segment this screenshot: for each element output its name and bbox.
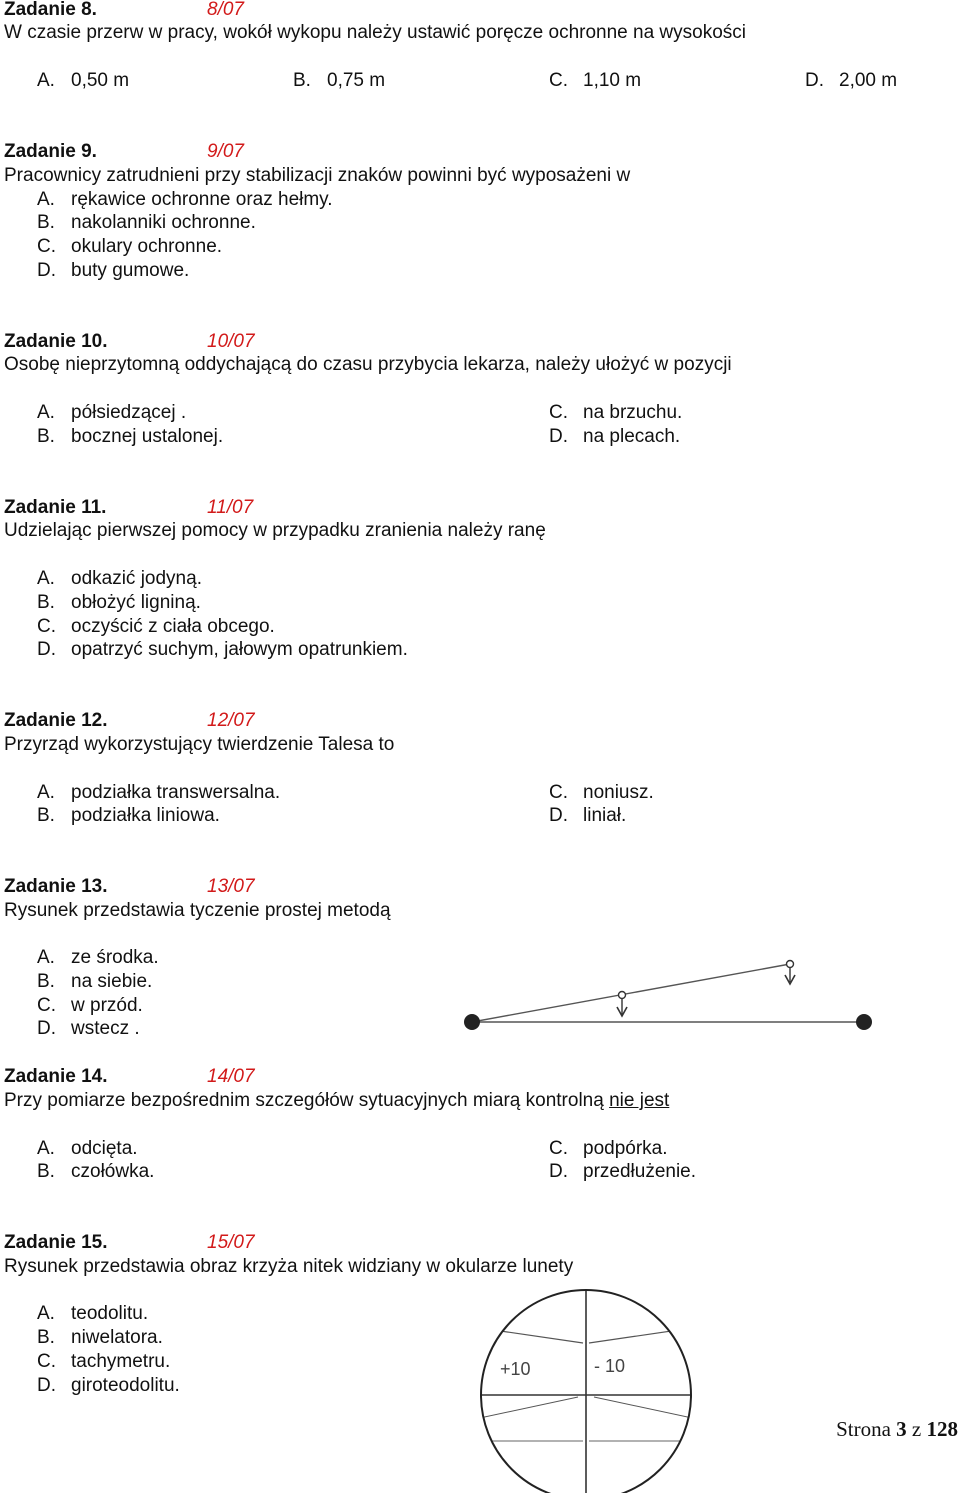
task-15-option-a-letter: A. [37,1303,55,1324]
task-12-option-d: liniał. [583,805,627,826]
task-8-option-b: 0,75 m [327,70,386,91]
task-8-option-d-letter: D. [805,70,824,91]
task-11-option-c-letter: C. [37,616,56,637]
task-12-option-b: podziałka liniowa. [71,805,220,826]
left-point-marker [464,1014,480,1030]
task-10-option-b-letter: B. [37,426,55,447]
task-9-option-b-letter: B. [37,212,55,233]
task-8-option-b-letter: B. [293,70,311,91]
task-14-option-a-letter: A. [37,1138,55,1159]
task-13-option-a-letter: A. [37,947,55,968]
task-13-option-d: wstecz . [71,1018,140,1039]
task-13-option-a: ze środka. [71,947,159,968]
task-15-option-b-letter: B. [37,1327,55,1348]
task-13-title: Zadanie 13. [4,876,108,897]
task-14-code: 14/07 [207,1066,255,1087]
task-9-option-c-letter: C. [37,236,56,257]
task-12-option-a: podziałka transwersalna. [71,782,281,803]
footer-page-number: 3 [896,1417,907,1441]
task-12-option-c-letter: C. [549,782,568,803]
task-15-option-a: teodolitu. [71,1303,149,1324]
task-8-title: Zadanie 8. [4,0,97,20]
task-9-question: Pracownicy zatrudnieni przy stabilizacji znaków powinni być wyposażeni w [4,165,631,186]
task-15-option-d: giroteodolitu. [71,1375,180,1396]
task-12-code: 12/07 [207,710,255,731]
task-13-option-b: na siebie. [71,971,153,992]
task-15-option-b: niwelatora. [71,1327,163,1348]
task-10-option-a-letter: A. [37,402,55,423]
task-8-option-c-letter: C. [549,70,568,91]
task-11-option-c: oczyścić z ciała obcego. [71,616,275,637]
task-10-title: Zadanie 10. [4,331,108,352]
task-12-title: Zadanie 12. [4,710,108,731]
task-14-option-d: przedłużenie. [583,1161,697,1182]
task-8-option-c: 1,10 m [583,70,642,91]
task-15-option-c: tachymetru. [71,1351,171,1372]
task-12-option-c: noniusz. [583,782,654,803]
task-9-code: 9/07 [207,141,244,162]
task-10-option-b: bocznej ustalonej. [71,426,224,447]
task-14-option-d-letter: D. [549,1161,568,1182]
task-8-option-d: 2,00 m [839,70,898,91]
task-15-option-c-letter: C. [37,1351,56,1372]
task-10-question: Osobę nieprzytomną oddychającą do czasu przybycia lekarza, należy ułożyć w pozycji [4,354,732,375]
task-11-question: Udzielając pierwszej pomocy w przypadku zranienia należy ranę [4,520,546,541]
task-11-option-a: odkazić jodyną. [71,568,202,589]
task-8-question: W czasie przerw w pracy, wokół wykopu należy ustawić poręcze ochronne na wysokości [4,22,747,43]
task-11-option-d-letter: D. [37,639,56,660]
task-10-option-d-letter: D. [549,426,568,447]
task-8-option-a-letter: A. [37,70,55,91]
task-13-option-b-letter: B. [37,971,55,992]
task-13-option-c-letter: C. [37,995,56,1016]
task-14-question-text: Przy pomiarze bezpośrednim szczegółów sytuacyjnych miarą kontrolną [4,1090,604,1111]
right-point-marker [856,1014,872,1030]
task-8-code: 8/07 [207,0,244,20]
task-12-option-b-letter: B. [37,805,55,826]
reticle-figure [470,1283,700,1493]
task-8-option-a: 0,50 m [71,70,130,91]
task-9-option-d: buty gumowe. [71,260,190,281]
task-14-title: Zadanie 14. [4,1066,108,1087]
task-10-option-d: na plecach. [583,426,681,447]
task-9-option-c: okulary ochronne. [71,236,223,257]
footer-prefix: Strona [836,1417,891,1441]
task-12-option-a-letter: A. [37,782,55,803]
task-14-question [4,1090,669,1112]
task-11-option-b-letter: B. [37,592,55,613]
task-11-option-d: opatrzyć suchym, jałowym opatrunkiem. [71,639,408,660]
task-11-code: 11/07 [207,497,254,518]
reticle-label-right: - 10 [594,1356,626,1376]
reticle-label-left: +10 [500,1359,531,1379]
task-14-option-b-letter: B. [37,1161,55,1182]
task-11-title: Zadanie 11. [4,497,107,518]
line-staking-figure [450,945,910,1065]
task-9-title: Zadanie 9. [4,141,97,162]
task-13-code: 13/07 [207,876,255,897]
task-10-option-a: półsiedzącej . [71,402,187,423]
task-13-option-d-letter: D. [37,1018,56,1039]
task-10-option-c-letter: C. [549,402,568,423]
task-12-option-d-letter: D. [549,805,568,826]
task-14-option-c-letter: C. [549,1138,568,1159]
task-14-option-c: podpórka. [583,1138,668,1159]
task-12-question: Przyrząd wykorzystujący twierdzenie Talesa to [4,734,395,755]
task-11-option-b: obłożyć ligniną. [71,592,201,613]
task-13-question: Rysunek przedstawia tyczenie prostej metodą [4,900,391,921]
task-13-option-c: w przód. [71,995,143,1016]
task-9-option-a: rękawice ochronne oraz hełmy. [71,189,333,210]
task-14-question-emphasis: nie jest [609,1090,670,1111]
task-9-option-b: nakolanniki ochronne. [71,212,256,233]
task-15-option-d-letter: D. [37,1375,56,1396]
task-15-question: Rysunek przedstawia obraz krzyża nitek widziany w okularze lunety [4,1256,574,1277]
task-9-option-d-letter: D. [37,260,56,281]
task-14-option-b: czołówka. [71,1161,155,1182]
task-14-option-a: odcięta. [71,1138,138,1159]
footer-total-pages: 128 [926,1417,958,1441]
task-10-option-c: na brzuchu. [583,402,683,423]
page-footer [836,1418,958,1440]
task-15-code: 15/07 [207,1232,255,1253]
task-11-option-a-letter: A. [37,568,55,589]
task-15-title: Zadanie 15. [4,1232,108,1253]
task-10-code: 10/07 [207,331,255,352]
task-9-option-a-letter: A. [37,189,55,210]
footer-separator: z [911,1417,922,1441]
